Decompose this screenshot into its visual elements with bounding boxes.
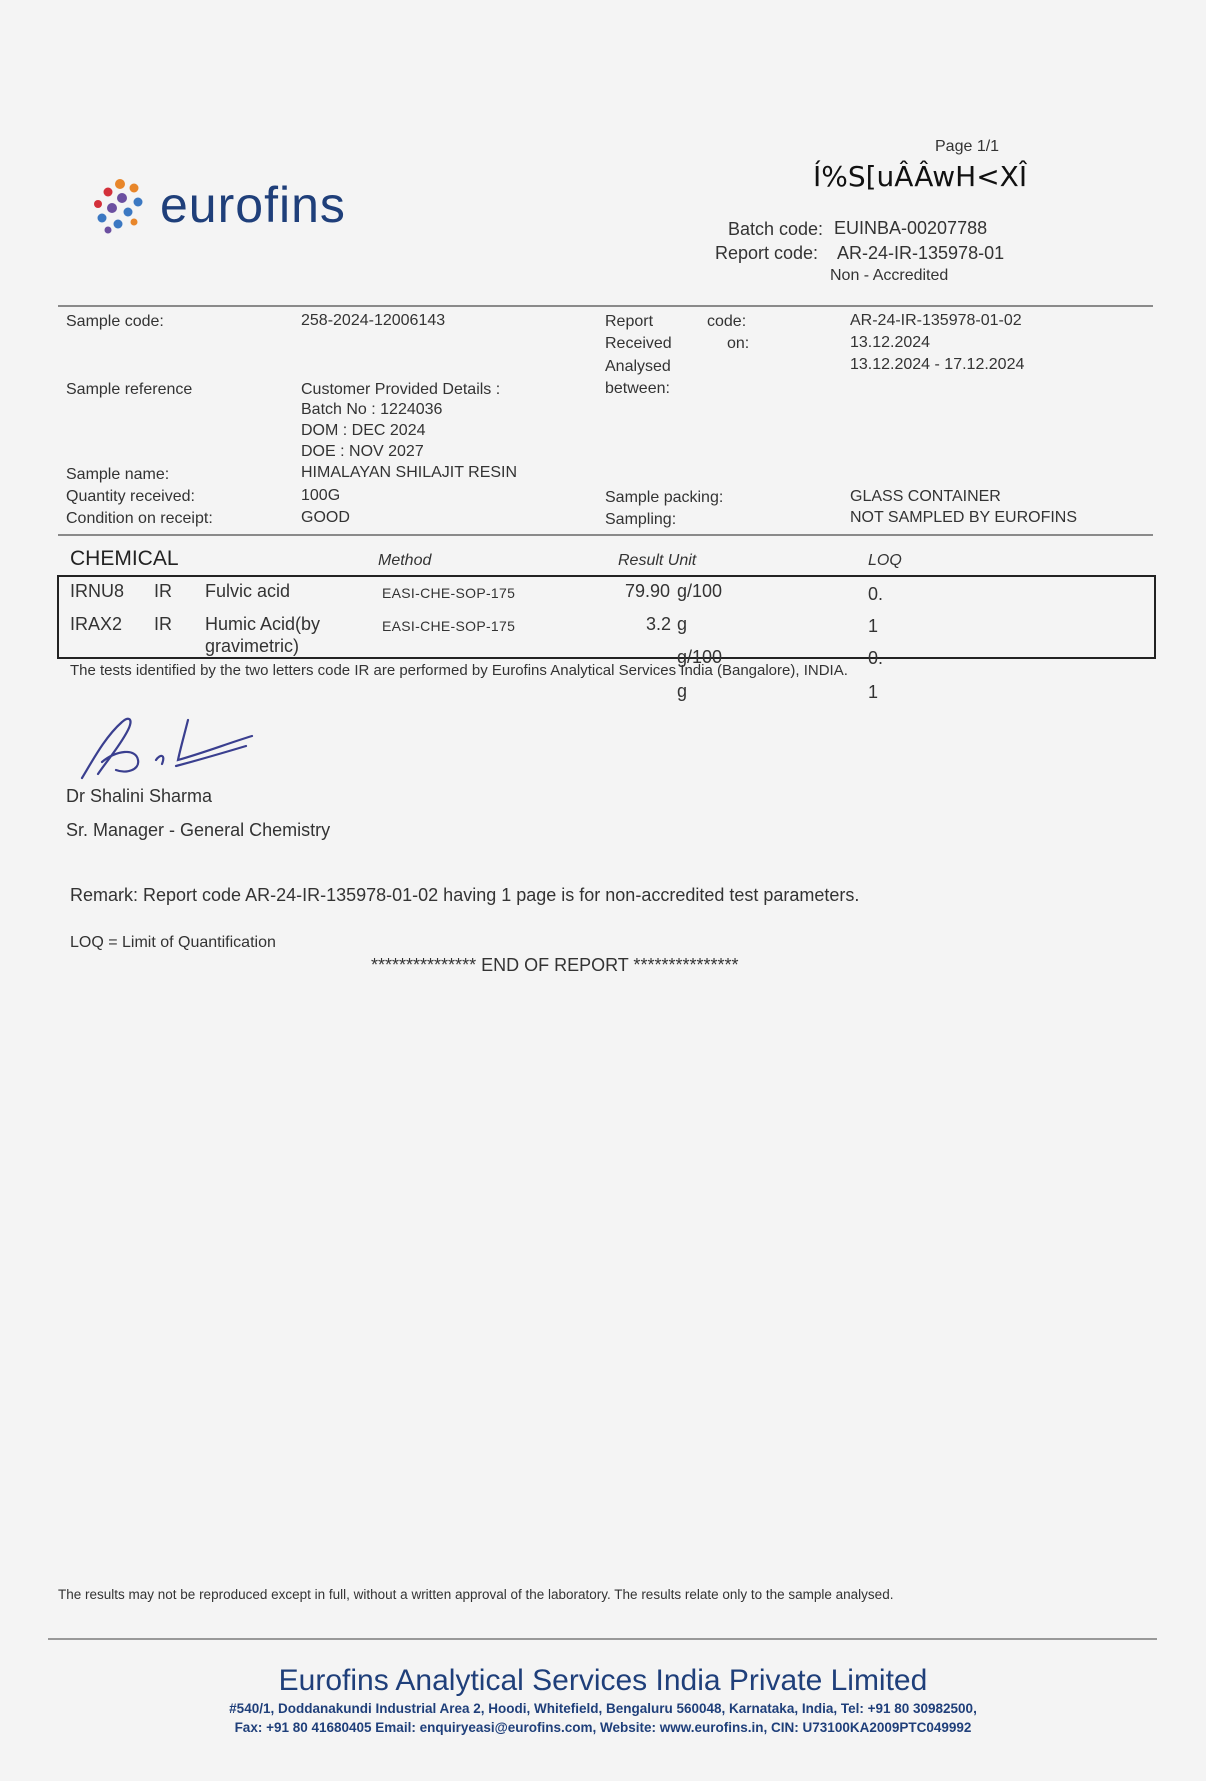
loq-definition: LOQ = Limit of Quantification: [70, 934, 276, 951]
result-unit-column-header: Result Unit: [618, 552, 697, 569]
result-value: 79.90: [625, 581, 671, 601]
packing-value: GLASS CONTAINER: [850, 488, 1001, 505]
loq-value: 1: [868, 616, 879, 636]
test-code: IRNU8: [70, 581, 125, 601]
barcode: Í%S[uÂÂwH<XÎ: [813, 160, 1028, 193]
details-divider: [58, 534, 1153, 536]
reference-line: DOE : NOV 2027: [301, 443, 424, 460]
sampling-label: Sampling:: [605, 511, 677, 528]
logo-text: eurofins: [160, 177, 346, 233]
footer-divider: [48, 1638, 1157, 1640]
result-unit: g/100: [677, 581, 723, 601]
on-word: on:: [727, 335, 750, 352]
page-number: Page 1/1: [935, 138, 1000, 155]
reference-line: Batch No : 1224036: [301, 401, 443, 418]
company-name: Eurofins Analytical Services India Private Limited: [278, 1664, 928, 1697]
parameter-name: Fulvic acid: [205, 581, 291, 601]
sample-code-value: 258-2024-12006143: [301, 312, 446, 329]
parameter-name: Humic Acid(by: [205, 614, 321, 634]
batch-code-label: Batch code:: [728, 219, 824, 239]
result-value: 3.2: [646, 614, 672, 634]
method-code: EASI-CHE-SOP-175: [382, 585, 516, 601]
quantity-label: Quantity received:: [66, 488, 195, 505]
between-word: between:: [605, 380, 670, 397]
signature-image: [76, 708, 256, 790]
accreditation-status: Non - Accredited: [830, 267, 949, 284]
parameter-name-wrap: gravimetric): [205, 636, 300, 656]
analysed-word: Analysed: [605, 358, 671, 375]
received-word: Received: [605, 335, 672, 352]
company-address: #540/1, Doddanakundi Industrial Area 2, Hoodi, Whitefield, Bengaluru 560048, Karnataka, India, Tel: +91 80 30982500,: [229, 1701, 977, 1716]
test-code: IRAX2: [70, 614, 123, 634]
sampling-value: NOT SAMPLED BY EUROFINS: [850, 509, 1078, 526]
analysed-dates: 13.12.2024 - 17.12.2024: [850, 356, 1025, 373]
lab-code: IR: [154, 614, 172, 634]
condition-value: GOOD: [301, 509, 350, 526]
quantity-value: 100G: [301, 487, 341, 504]
signatory-title: Sr. Manager - General Chemistry: [66, 820, 331, 840]
report-code-full: AR-24-IR-135978-01-02: [850, 312, 1022, 329]
method-code: EASI-CHE-SOP-175: [382, 618, 516, 634]
code-word: code:: [707, 313, 747, 330]
method-column-header: Method: [378, 552, 432, 569]
loq-value-wrap: 1: [868, 682, 879, 702]
disclaimer: The results may not be reproduced except in full, without a written approval of the laboratory. The results relate only to the sample analysed.: [58, 1587, 894, 1602]
eurofins-logo-icon: [90, 178, 150, 234]
received-date: 13.12.2024: [850, 334, 931, 351]
end-of-report: *************** END OF REPORT ***************: [371, 955, 739, 975]
sample-name-label: Sample name:: [66, 466, 170, 483]
result-unit-wrap: g: [677, 681, 688, 701]
result-unit-wrap: g/100: [677, 647, 723, 667]
loq-value-wrap: 0.: [868, 648, 884, 668]
chemical-heading: CHEMICAL: [70, 547, 179, 570]
signatory-name: Dr Shalini Sharma: [66, 786, 213, 806]
reference-line: DOM : DEC 2024: [301, 422, 426, 439]
result-unit: g: [677, 614, 688, 634]
sample-reference-label: Sample reference: [66, 381, 193, 398]
condition-label: Condition on receipt:: [66, 510, 213, 527]
company-contact: Fax: +91 80 41680405 Email: enquiryeasi@eurofins.com, Website: www.eurofins.in, CIN: U73100KA2009PTC049992: [234, 1720, 972, 1735]
loq-column-header: LOQ: [868, 552, 902, 569]
lab-note: The tests identified by the two letters code IR are performed by Eurofins Analytical Services India (Bangalore), INDIA.: [70, 662, 848, 679]
report-code-label: Report code:: [715, 243, 819, 263]
report-word: Report: [605, 313, 654, 330]
reference-line: Customer Provided Details :: [301, 381, 501, 398]
packing-label: Sample packing:: [605, 489, 724, 506]
sample-name-value: HIMALAYAN SHILAJIT RESIN: [301, 464, 518, 481]
report-code-value: AR-24-IR-135978-01: [837, 243, 1005, 263]
batch-code-value: EUINBA-00207788: [834, 218, 988, 238]
loq-value: 0.: [868, 584, 884, 604]
remark-text: Remark: Report code AR-24-IR-135978-01-02 having 1 page is for non-accredited test parameters.: [70, 885, 860, 905]
sample-code-label: Sample code:: [66, 313, 164, 330]
lab-code: IR: [154, 581, 172, 601]
header-divider: [58, 305, 1153, 307]
